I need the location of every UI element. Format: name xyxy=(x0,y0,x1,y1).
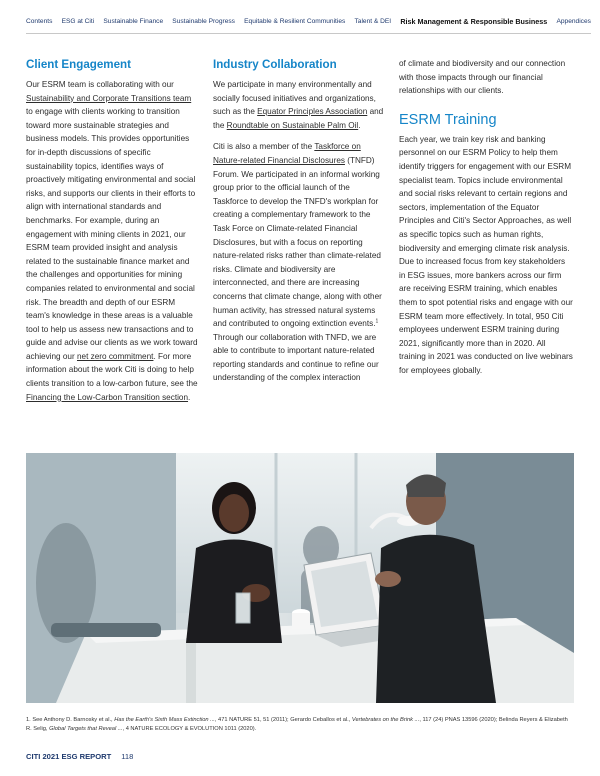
industry-collaboration-paragraph-2: Citi is also a member of the Taskforce on Nature-related Financial Disclosures (TNFD) Forum. We participated in an informal working group prior to the official launch of the Taskforce to develop the TNFD's workplan for creating a complementary framework to the Task Force on Climate-related Financial Disclosures, but with a focus on reporting nature-related risks rather than climate-related risks. Climate and biodiversity are interconnected, and there are increasing concerns that climate change, along with other human activity, has stressed natural systems and contributed to ongoing extinction events.$^1$ Through our collaboration with TNFD, we are able to contribute to important nature-related reporting standards and continue to refine our understanding of the complex interaction xyxy=(213,142,382,383)
esrm-training-heading: ESRM Training xyxy=(399,111,497,128)
low-carbon-transition-link[interactable]: Financing the Low-Carbon Transition section xyxy=(26,392,189,402)
industry-collaboration-paragraph-1: We participate in many environmentally and socially focused initiatives and organizations, such as the Equator Principles Association and the Roundtable on Sustainable Palm Oil. xyxy=(213,80,384,130)
nav-talent-dei[interactable]: Talent & DEI xyxy=(354,17,392,25)
nav-esg-at-citi[interactable]: ESG at Citi xyxy=(61,17,95,25)
client-engagement-heading: Client Engagement xyxy=(26,58,132,71)
top-navigation xyxy=(26,15,591,27)
page-number: 118 xyxy=(121,752,134,761)
nav-appendices[interactable]: Appendices xyxy=(556,17,591,25)
report-title: CITI 2021 ESG REPORT xyxy=(26,752,112,761)
net-zero-link[interactable]: net zero commitment xyxy=(76,351,154,361)
nav-divider xyxy=(26,33,591,34)
nav-sustainable-finance[interactable]: Sustainable Finance xyxy=(103,17,164,25)
nav-contents[interactable]: Contents xyxy=(26,17,53,25)
client-engagement-paragraph: Our ESRM team is collaborating with our Sustainability and Corporate Transitions team to engage with clients working to transition toward more sustainable strategies and business models. This provides opportunities for in-depth discussions of specific sustainability topics, identifies ways of proactively mitigating environmental and social risks, and supports our clients in their efforts to align with international standards and benchmarks. For example, during an engagement with mining clients in 2021, our ESRM team provided insight and analysis related to the sustainable finance market and the challenges and opportunities for mining companies related to environmental and social risk. The breadth and depth of our ESRM team's knowledge in these areas is a valuable tool to help us assess new transactions and to guide and advise our clients as we work toward achieving our net zero commitment. For more information about the work Citi is doing to help clients transition to a low-carbon future, see the Financing the Low-Carbon Transition section. xyxy=(26,80,198,402)
esrm-training-column xyxy=(399,57,573,385)
esrm-training-paragraph: Each year, we train key risk and banking personnel on our ESRM Policy to help them identify triggers for engagement with our ESRM specialist team. Topics include environmental and social risks relevant to certain regions and sectors, implementation of the Equator Principles and Citi's Sector Approaches, as well as specific topics such as human rights, biodiversity and emerging climate risk analysis. Due to increased focus from key stakeholders in ESG issues, more bankers across our firm are receiving ESRM training, which enables them to spot potential risks and engage with our ESRM team more effectively. In total, 950 Citi employees underwent ESRM training during 2021, significantly more than in 2020. All training in 2021 was conducted on live webinars for employees globally. xyxy=(399,134,573,375)
industry-collaboration-heading: Industry Collaboration xyxy=(213,58,337,71)
equator-principles-link[interactable]: Equator Principles Association xyxy=(257,107,368,117)
industry-collaboration-column xyxy=(213,58,385,393)
nav-sustainable-progress[interactable]: Sustainable Progress xyxy=(172,17,235,25)
continued-paragraph: of climate and biodiversity and our connection with those impacts through our financial relationships with our clients. xyxy=(399,59,566,96)
footnote: 1. See Anthony D. Barnosky et al., Has the Earth's Sixth Mass Extinction ..., 471 NATURE 51, 51 (2011); Gerardo Ceballos et al., Vertebrates on the Brink ..., 117 (24) PNAS 13596 (2020); Belinda Reyers & Elizabeth R. Selig, Global Targets that Reveal ..., 4 NATURE ECOLOGY & EVOLUTION 1011 (2020). xyxy=(26,717,568,732)
page-footer xyxy=(26,752,133,761)
meeting-photo xyxy=(26,453,574,703)
sustainability-transitions-link[interactable]: Sustainability and Corporate Transitions team xyxy=(26,93,192,103)
palm-oil-roundtable-link[interactable]: Roundtable on Sustainable Palm Oil xyxy=(226,120,359,130)
nav-risk-management[interactable]: Risk Management & Responsible Business xyxy=(400,16,548,26)
client-engagement-column xyxy=(26,58,198,412)
tnfd-link[interactable]: Taskforce on Nature-related Financial Disclosures xyxy=(213,142,361,165)
nav-equitable-communities[interactable]: Equitable & Resilient Communities xyxy=(244,17,346,25)
footnote-ref[interactable]: 1 xyxy=(375,318,379,325)
